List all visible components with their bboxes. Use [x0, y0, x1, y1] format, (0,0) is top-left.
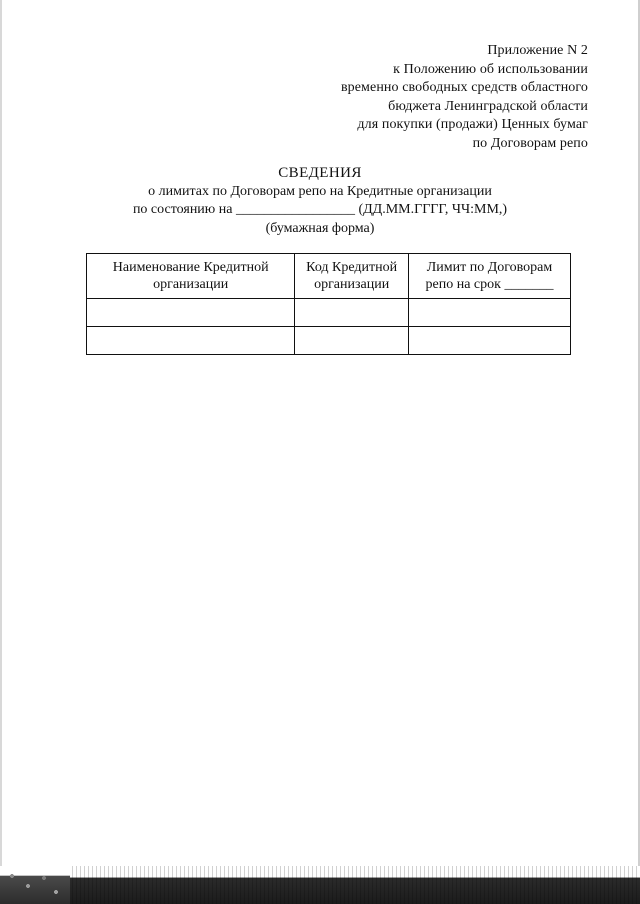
table-cell: [408, 299, 570, 327]
column-header-name: [87, 254, 295, 299]
appendix-line: бюджета Ленинградской области: [388, 98, 588, 114]
appendix-line: к Положению об использовании: [393, 61, 588, 77]
as-of-line: по состоянию на _________________ (ДД.ММ.ГГГГ, ЧЧ:ММ,): [132, 202, 508, 218]
scan-artifact-bottom: [0, 866, 640, 904]
table-cell: [87, 327, 295, 355]
appendix-line: для покупки (продажи) Ценных бумаг: [357, 117, 588, 133]
column-header-line: Код Кредитной: [306, 260, 398, 275]
column-header-line: организации: [153, 277, 229, 292]
limits-table: [86, 253, 571, 355]
form-type: (бумажная форма): [265, 220, 375, 236]
column-header-line: Наименование Кредитной: [112, 260, 269, 275]
document-subtitle: о лимитах по Договорам репо на Кредитные организации: [148, 183, 492, 199]
table-cell: [295, 299, 409, 327]
scan-artifact-corner: [0, 866, 70, 904]
column-header-code: [295, 254, 409, 299]
document-title: СВЕДЕНИЯ: [278, 165, 362, 181]
table-cell: [295, 327, 409, 355]
table-cell: [408, 327, 570, 355]
column-header-line: Лимит по Договорам: [426, 260, 553, 275]
appendix-line: Приложение N 2: [487, 43, 588, 58]
appendix-line: по Договорам репо: [472, 135, 588, 151]
table-row: [87, 327, 571, 355]
column-header-limit: [408, 254, 570, 299]
document-heading: [0, 164, 640, 238]
scan-edge-left: [0, 0, 2, 904]
column-header-line: репо на срок _______: [425, 277, 554, 292]
table-cell: [87, 299, 295, 327]
table-header-row: [87, 254, 571, 299]
appendix-header: [341, 42, 588, 154]
column-header-line: организации: [314, 277, 390, 292]
appendix-line: временно свободных средств областного: [340, 80, 588, 96]
table-row: [87, 299, 571, 327]
